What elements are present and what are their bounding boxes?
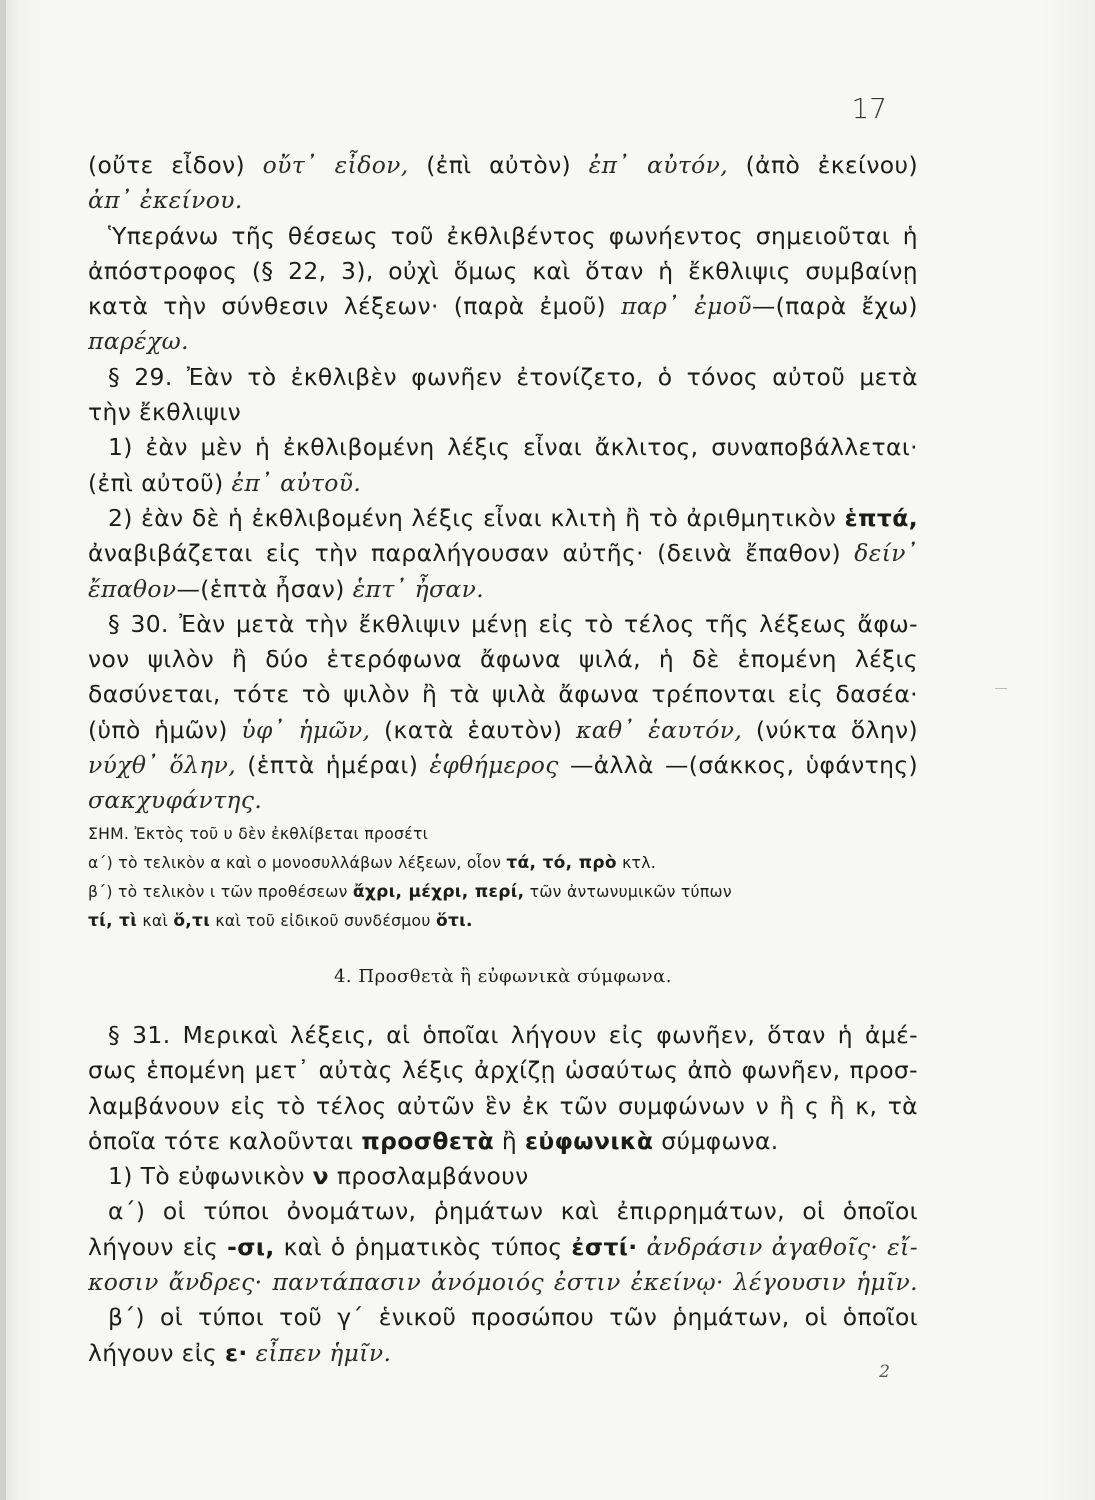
text-line: ἀναβιβάζεται εἰς τὴν παραλήγουσαν αὐτῆς· (δεινὰ ἔπαθον) δείν᾽	[88, 539, 918, 568]
text-line: νύχθ᾽ ὅλην, (ἑπτὰ ἡμέραι) ἑφθήμερος —ἀλλὰ —(σάκκος, ὑφάντης)	[88, 751, 918, 780]
text-line: ἀπόστροφος (§ 22, 3), οὐχὶ ὅμως καὶ ὅταν ἡ ἔκθλιψις συμβαίνῃ	[88, 256, 918, 285]
text-line: λήγουν εἰς -σι, καὶ ὁ ῥηματικὸς τύπος ἐστί· ἀνδράσιν ἀγαθοῖς· εἴ-	[88, 1232, 918, 1261]
text-line: παρέχω.	[88, 327, 189, 356]
text-line: (οὔτε εἶδον) οὔτ᾽ εἶδον, (ἐπὶ αὐτὸν) ἐπ᾽ αὐτόν, (ἀπὸ ἐκείνου)	[88, 151, 918, 179]
section-29: § 29. Ἐὰν τὸ ἐκθλιβὲν φωνῆεν ἐτονίζετο, ὁ τόνος αὐτοῦ μετὰ	[108, 362, 918, 391]
text-line: α΄) οἱ τύποι ὀνομάτων, ῥημάτων καὶ ἐπιρρημάτων, οἱ ὁποῖοι	[108, 1197, 918, 1226]
signature-mark: 2	[879, 1362, 890, 1382]
page-number: 17	[851, 92, 887, 125]
text-line: σακχυφάντης.	[88, 786, 263, 815]
text-line: κοσιν ἄνδρες· παντάπασιν ἀνόμοιός ἐστιν ἐκείνῳ· λέγουσιν ἡμῖν.	[88, 1268, 918, 1297]
text-line: νον ψιλὸν ἢ δύο ἑτερόφωνα ἄφωνα ψιλά, ἡ δὲ ἑπομένη λέξις	[88, 645, 918, 674]
note-line: α΄) τὸ τελικὸν α καὶ ο μονοσυλλάβων λέξεων, οἷον τά, τό, πρὸ κτλ.	[88, 853, 657, 873]
text-line: Ὑπεράνω τῆς θέσεως τοῦ ἐκθλιβέντος φωνήεντος σημειοῦται ἡ	[108, 221, 918, 250]
text-line: κατὰ τὴν σύνθεσιν λέξεων· (παρὰ ἐμοῦ) παρ᾽ ἐμοῦ—(παρὰ ἔχω)	[88, 292, 918, 321]
page-edge	[0, 0, 6, 1500]
text-line: λήγουν εἰς ε· εἶπεν ἡμῖν.	[88, 1338, 392, 1367]
note-line: τί, τὶ καὶ ὅ,τι καὶ τοῦ εἰδικοῦ συνδέσμου ὅτι.	[88, 911, 473, 931]
note-block	[88, 820, 928, 936]
text-line: 2) ἐὰν δὲ ἡ ἐκθλιβομένη λέξις εἶναι κλιτὴ ἢ τὸ ἀριθμητικὸν ἑπτά,	[108, 503, 918, 532]
note-line: ΣΗΜ. Ἐκτὸς τοῦ υ δὲν ἐκθλίβεται προσέτι	[88, 825, 429, 843]
text-line: ἔπαθον—(ἑπτὰ ἦσαν) ἑπτ᾽ ἦσαν.	[88, 574, 485, 603]
text-line: (ἐπὶ αὐτοῦ) ἐπ᾽ αὐτοῦ.	[88, 468, 362, 497]
text-line: 1) ἐὰν μὲν ἡ ἐκθλιβομένη λέξις εἶναι ἄκλιτος, συναποβάλλεται·	[108, 433, 918, 462]
section-heading: 4. Προσθετὰ ἢ εὐφωνικὰ σύμφωνα.	[333, 966, 672, 987]
text-line: σως ἑπομένη μετ᾽ αὐτὰς λέξις ἀρχίζῃ ὡσαύτως ἀπὸ φωνῆεν, προσ-	[88, 1056, 918, 1085]
text-line: λαμβάνουν εἰς τὸ τέλος αὐτῶν ἓν ἐκ τῶν συμφώνων ν ἢ ς ἢ κ, τὰ	[88, 1091, 918, 1120]
body-text-top	[88, 148, 918, 819]
text-line: β΄) οἱ τύποι τοῦ γ΄ ἑνικοῦ προσώπου τῶν ῥημάτων, οἱ ὁποῖοι	[108, 1303, 918, 1332]
body-text-bottom	[88, 1018, 918, 1371]
text-line: (ὑπὸ ἡμῶν) ὑφ᾽ ἡμῶν, (κατὰ ἑαυτὸν) καθ᾽ ἑαυτόν, (νύκτα ὅλην)	[88, 715, 918, 744]
section-31: § 31. Μερικαὶ λέξεις, αἱ ὁποῖαι λήγουν εἰς φωνῆεν, ὅταν ἡ ἀμέ-	[108, 1021, 918, 1049]
text-line: 1) Τὸ εὐφωνικὸν ν προσλαμβάνουν	[108, 1162, 529, 1191]
text-line: τὴν ἔκθλιψιν	[88, 398, 242, 427]
text-line: ὁποῖα τότε καλοῦνται προσθετὰ ἢ εὐφωνικὰ σύμφωνα.	[88, 1126, 779, 1155]
section-30: § 30. Ἐὰν μετὰ τὴν ἔκθλιψιν μένῃ εἰς τὸ τέλος τῆς λέξεως ἄφω-	[108, 609, 918, 638]
text-line: ἀπ᾽ ἐκείνου.	[88, 186, 243, 215]
note-line: β΄) τὸ τελικὸν ι τῶν προθέσεων ἄχρι, μέχρι, περί, τῶν ἀντωνυμικῶν τύπων	[88, 882, 732, 902]
margin-mark	[995, 688, 1007, 689]
text-line: δασύνεται, τότε τὸ ψιλὸν ἢ τὰ ψιλὰ ἄφωνα τρέπονται εἰς δασέα·	[88, 680, 918, 709]
